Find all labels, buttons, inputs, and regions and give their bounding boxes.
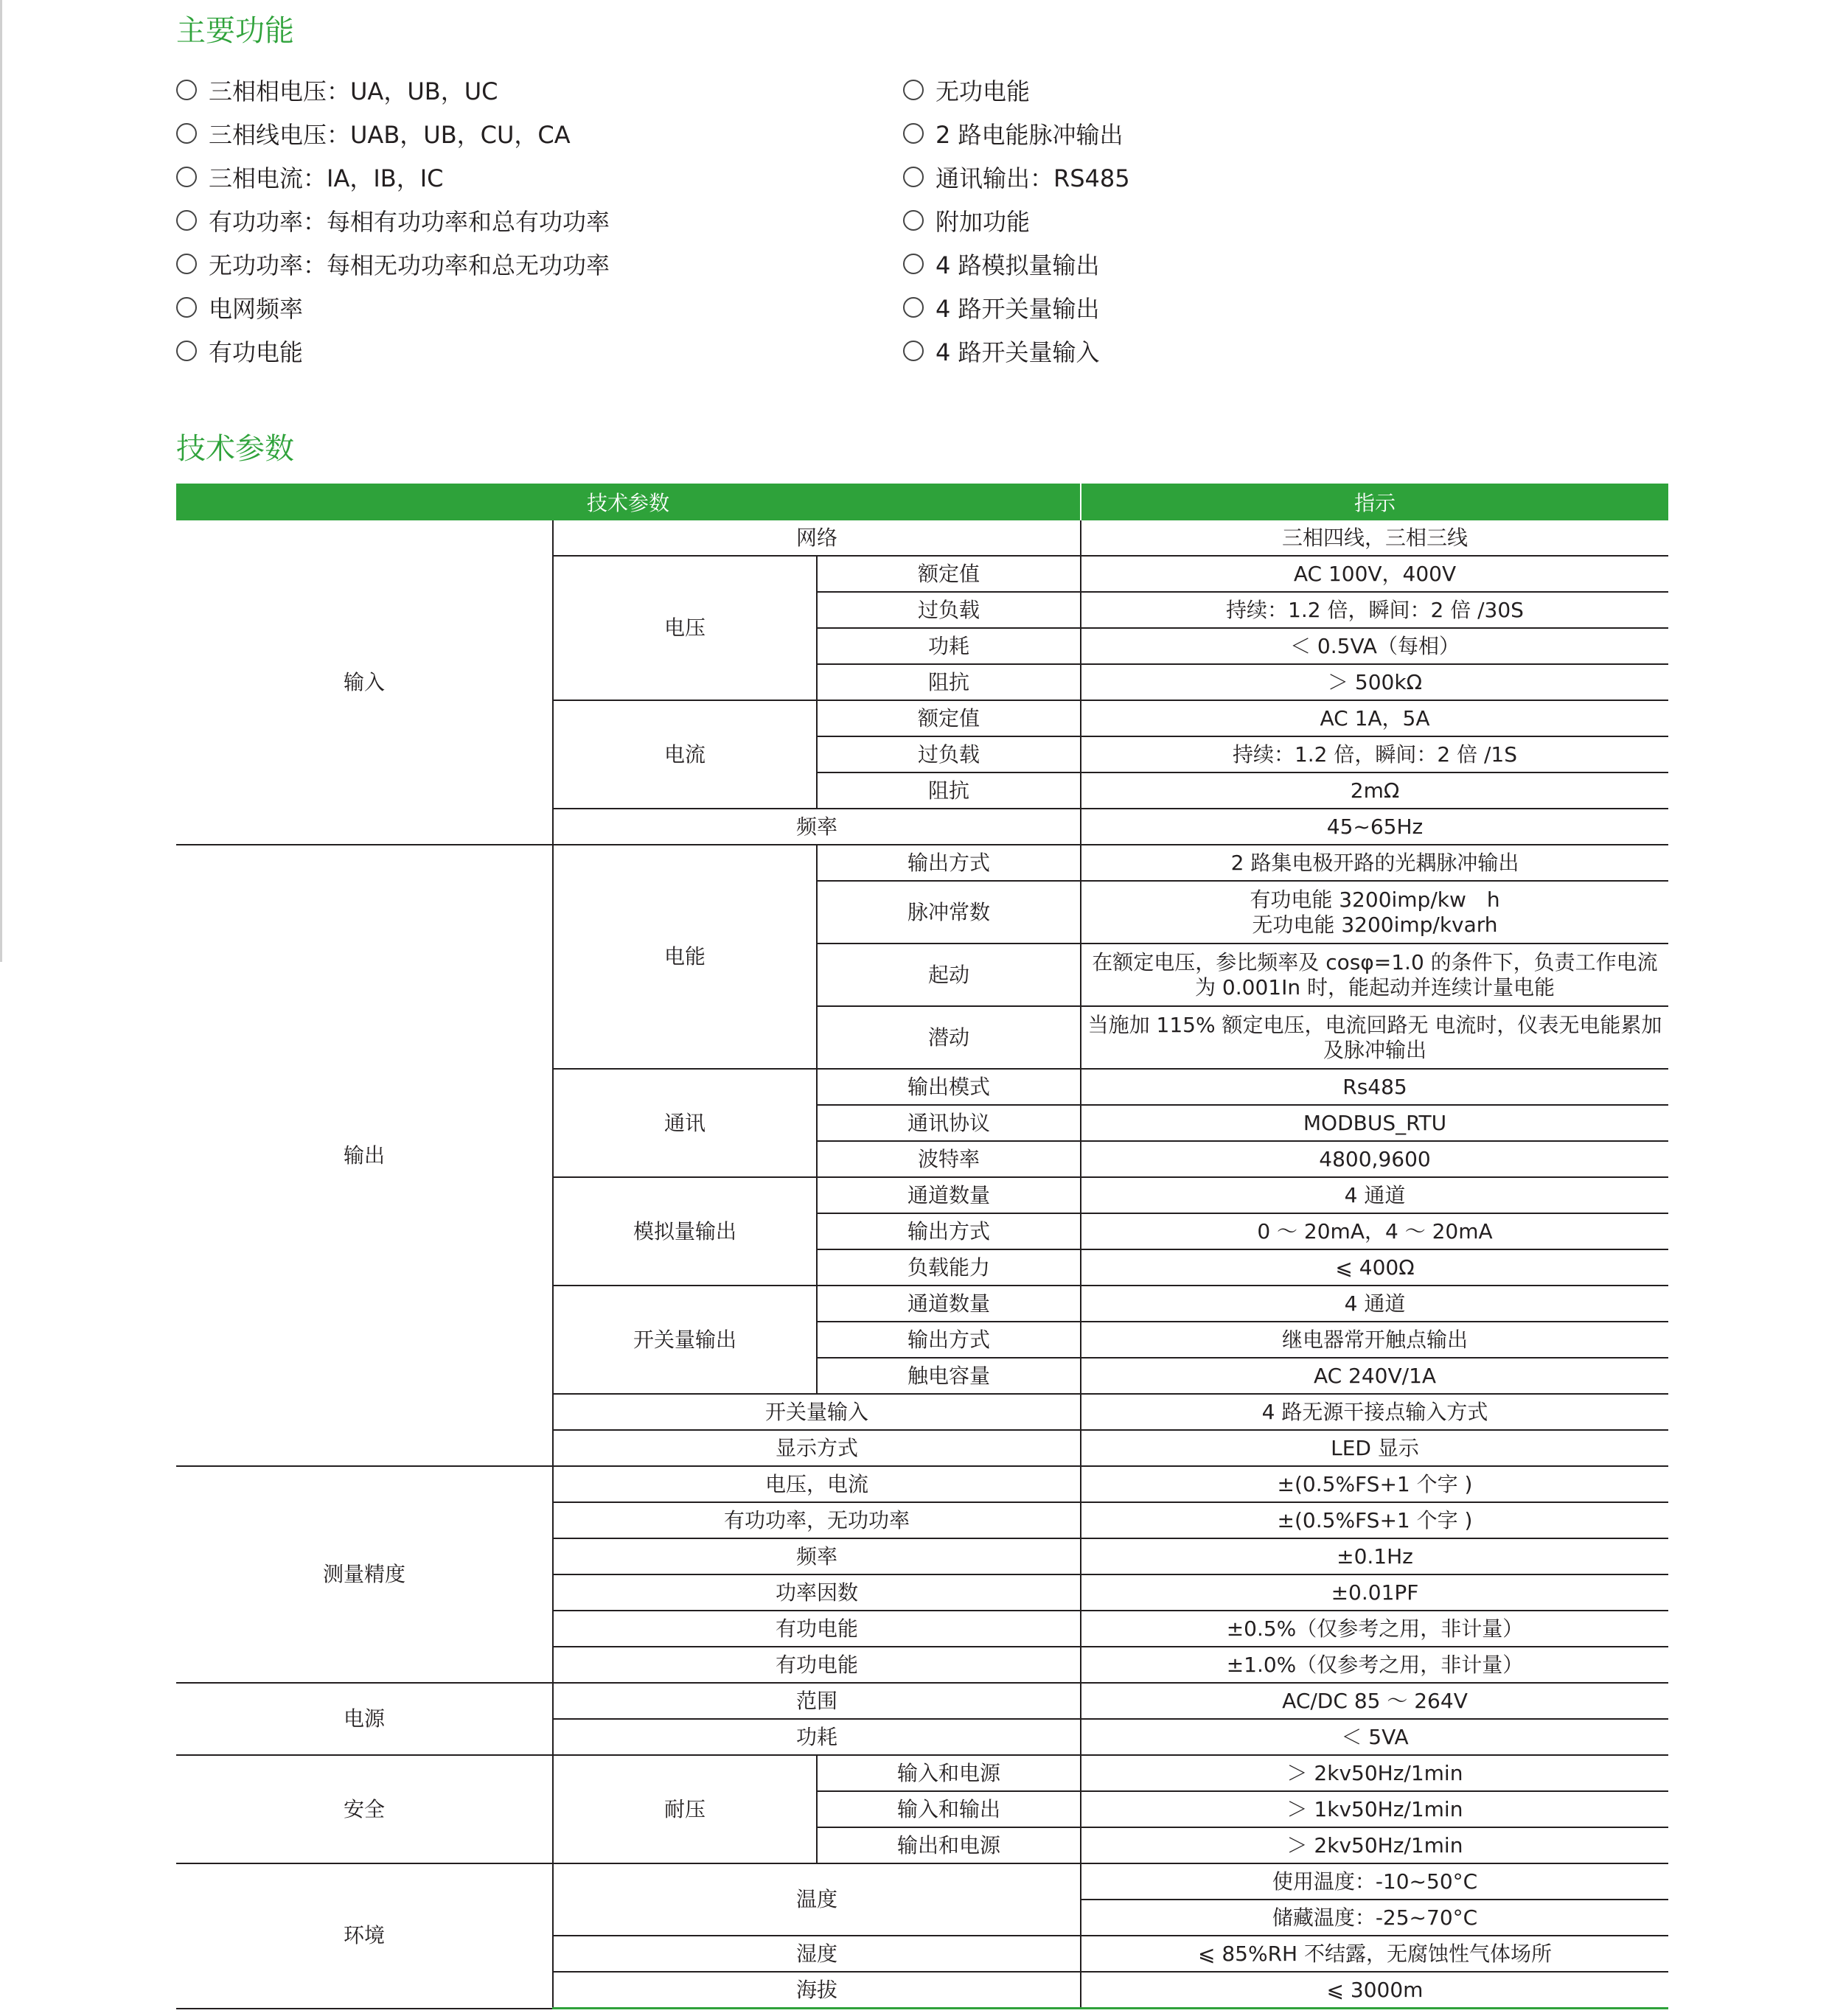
features-title: 主要功能 bbox=[176, 14, 294, 48]
feature-item: 4 路开关量输入 bbox=[903, 329, 1130, 372]
table-row: 功耗 ＜ 5VA bbox=[176, 1719, 1668, 1755]
circle-bullet-icon bbox=[176, 167, 197, 187]
table-row: 频率 ±0.1Hz bbox=[176, 1538, 1668, 1574]
table-row: 安全 耐压 输入和电源 ＞ 2kv50Hz/1min bbox=[176, 1755, 1668, 1791]
circle-bullet-icon bbox=[176, 80, 197, 100]
spec-table bbox=[176, 484, 1668, 2009]
table-row: 过负载 持续：1.2 倍，瞬间：2 倍 /30S bbox=[176, 592, 1668, 628]
circle-bullet-icon bbox=[903, 254, 924, 274]
feature-item: 无功功率：每相无功功率和总无功功率 bbox=[176, 242, 610, 285]
table-row: 频率 45~65Hz bbox=[176, 809, 1668, 845]
circle-bullet-icon bbox=[903, 123, 924, 144]
subgroup-comm: 通讯 bbox=[553, 1069, 817, 1177]
table-row: 电流 额定值 AC 1A，5A bbox=[176, 700, 1668, 736]
group-safety: 安全 bbox=[176, 1755, 553, 1863]
subgroup-energy: 电能 bbox=[553, 845, 817, 1069]
feature-item: 有功功率：每相有功功率和总有功功率 bbox=[176, 198, 610, 242]
feature-item: 三相电流：IA，IB，IC bbox=[176, 155, 610, 198]
params-title: 技术参数 bbox=[176, 432, 294, 466]
table-row: 波特率 4800,9600 bbox=[176, 1141, 1668, 1177]
table-header-row bbox=[176, 484, 1668, 520]
group-input: 输入 bbox=[176, 520, 553, 845]
table-row: 储藏温度：-25~70°C bbox=[176, 1900, 1668, 1936]
feature-item: 附加功能 bbox=[903, 198, 1130, 242]
table-row: 通讯 输出模式 Rs485 bbox=[176, 1069, 1668, 1105]
table-row: 过负载 持续：1.2 倍，瞬间：2 倍 /1S bbox=[176, 736, 1668, 772]
feature-item: 电网频率 bbox=[176, 285, 610, 329]
table-row: 模拟量输出 通道数量 4 通道 bbox=[176, 1177, 1668, 1213]
table-row: 显示方式 LED 显示 bbox=[176, 1430, 1668, 1466]
circle-bullet-icon bbox=[176, 297, 197, 318]
group-accuracy: 测量精度 bbox=[176, 1466, 553, 1683]
circle-bullet-icon bbox=[176, 254, 197, 274]
table-row: 阻抗 ＞ 500kΩ bbox=[176, 664, 1668, 700]
group-output: 输出 bbox=[176, 845, 553, 1466]
subgroup-current: 电流 bbox=[553, 700, 817, 809]
feature-item: 三相相电压：UA，UB，UC bbox=[176, 68, 610, 111]
feature-item: 通讯输出：RS485 bbox=[903, 155, 1130, 198]
circle-bullet-icon bbox=[176, 341, 197, 361]
group-env: 环境 bbox=[176, 1863, 553, 2009]
circle-bullet-icon bbox=[903, 297, 924, 318]
table-row: 有功电能 ±0.5%（仅参考之用，非计量） bbox=[176, 1611, 1668, 1647]
header-params: 技术参数 bbox=[176, 484, 1081, 520]
circle-bullet-icon bbox=[903, 80, 924, 100]
table-row: 电源 范围 AC/DC 85 ～ 264V bbox=[176, 1683, 1668, 1719]
circle-bullet-icon bbox=[903, 167, 924, 187]
subgroup-switch-out: 开关量输出 bbox=[553, 1286, 817, 1394]
group-power: 电源 bbox=[176, 1683, 553, 1755]
feature-item: 2 路电能脉冲输出 bbox=[903, 111, 1130, 155]
table-row: 有功功率，无功功率 ±(0.5%FS+1 个字 ) bbox=[176, 1502, 1668, 1538]
subgroup-withstand: 耐压 bbox=[553, 1755, 817, 1863]
table-row: 触电容量 AC 240V/1A bbox=[176, 1358, 1668, 1394]
subgroup-voltage: 电压 bbox=[553, 556, 817, 700]
table-row: 通讯协议 MODBUS_RTU bbox=[176, 1105, 1668, 1141]
feature-item: 无功电能 bbox=[903, 68, 1130, 111]
table-row: 输出方式 0 ～ 20mA，4 ～ 20mA bbox=[176, 1213, 1668, 1249]
features-right-column bbox=[903, 68, 1130, 372]
features-left-column bbox=[176, 68, 610, 372]
table-row: 有功电能 ±1.0%（仅参考之用，非计量） bbox=[176, 1647, 1668, 1683]
feature-item: 4 路开关量输出 bbox=[903, 285, 1130, 329]
circle-bullet-icon bbox=[176, 123, 197, 144]
table-row: 输入 网络 三相四线，三相三线 bbox=[176, 520, 1668, 556]
circle-bullet-icon bbox=[903, 210, 924, 231]
table-row: 开关量输出 通道数量 4 通道 bbox=[176, 1286, 1668, 1322]
table-row: 起动 在额定电压，参比频率及 cosφ=1.0 的条件下，负责工作电流为 0.001In 时，能起动并连续计量电能 bbox=[176, 944, 1668, 1006]
circle-bullet-icon bbox=[176, 210, 197, 231]
table-row: 阻抗 2mΩ bbox=[176, 772, 1668, 809]
table-row: 输出和电源 ＞ 2kv50Hz/1min bbox=[176, 1827, 1668, 1863]
table-row: 输出方式 继电器常开触点输出 bbox=[176, 1322, 1668, 1358]
table-row: 测量精度 电压，电流 ±(0.5%FS+1 个字 ) bbox=[176, 1466, 1668, 1502]
table-row: 输出 电能 输出方式 2 路集电极开路的光耦脉冲输出 bbox=[176, 845, 1668, 881]
feature-item: 4 路模拟量输出 bbox=[903, 242, 1130, 285]
table-row: 开关量输入 4 路无源干接点输入方式 bbox=[176, 1394, 1668, 1430]
table-row: 功耗 ＜ 0.5VA（每相） bbox=[176, 628, 1668, 664]
table-row: 负载能力 ⩽ 400Ω bbox=[176, 1249, 1668, 1286]
header-indication: 指示 bbox=[1081, 484, 1668, 520]
table-row: 功率因数 ±0.01PF bbox=[176, 1574, 1668, 1611]
feature-item: 有功电能 bbox=[176, 329, 610, 372]
table-row: 环境 温度 使用温度：-10~50°C bbox=[176, 1863, 1668, 1900]
table-row: 电压 额定值 AC 100V，400V bbox=[176, 556, 1668, 592]
table-row: 海拔 ⩽ 3000m bbox=[176, 1972, 1668, 2009]
table-row: 脉冲常数 有功电能 3200imp/kw h 无功电能 3200imp/kvarh bbox=[176, 881, 1668, 944]
feature-item: 三相线电压：UAB，UB，CU，CA bbox=[176, 111, 610, 155]
table-row: 输入和输出 ＞ 1kv50Hz/1min bbox=[176, 1791, 1668, 1827]
table-row: 湿度 ⩽ 85%RH 不结露，无腐蚀性气体场所 bbox=[176, 1936, 1668, 1972]
table-row: 潜动 当施加 115% 额定电压，电流回路无 电流时，仪表无电能累加及脉冲输出 bbox=[176, 1006, 1668, 1069]
left-edge-rule bbox=[0, 0, 2, 962]
subgroup-analog: 模拟量输出 bbox=[553, 1177, 817, 1286]
circle-bullet-icon bbox=[903, 341, 924, 361]
